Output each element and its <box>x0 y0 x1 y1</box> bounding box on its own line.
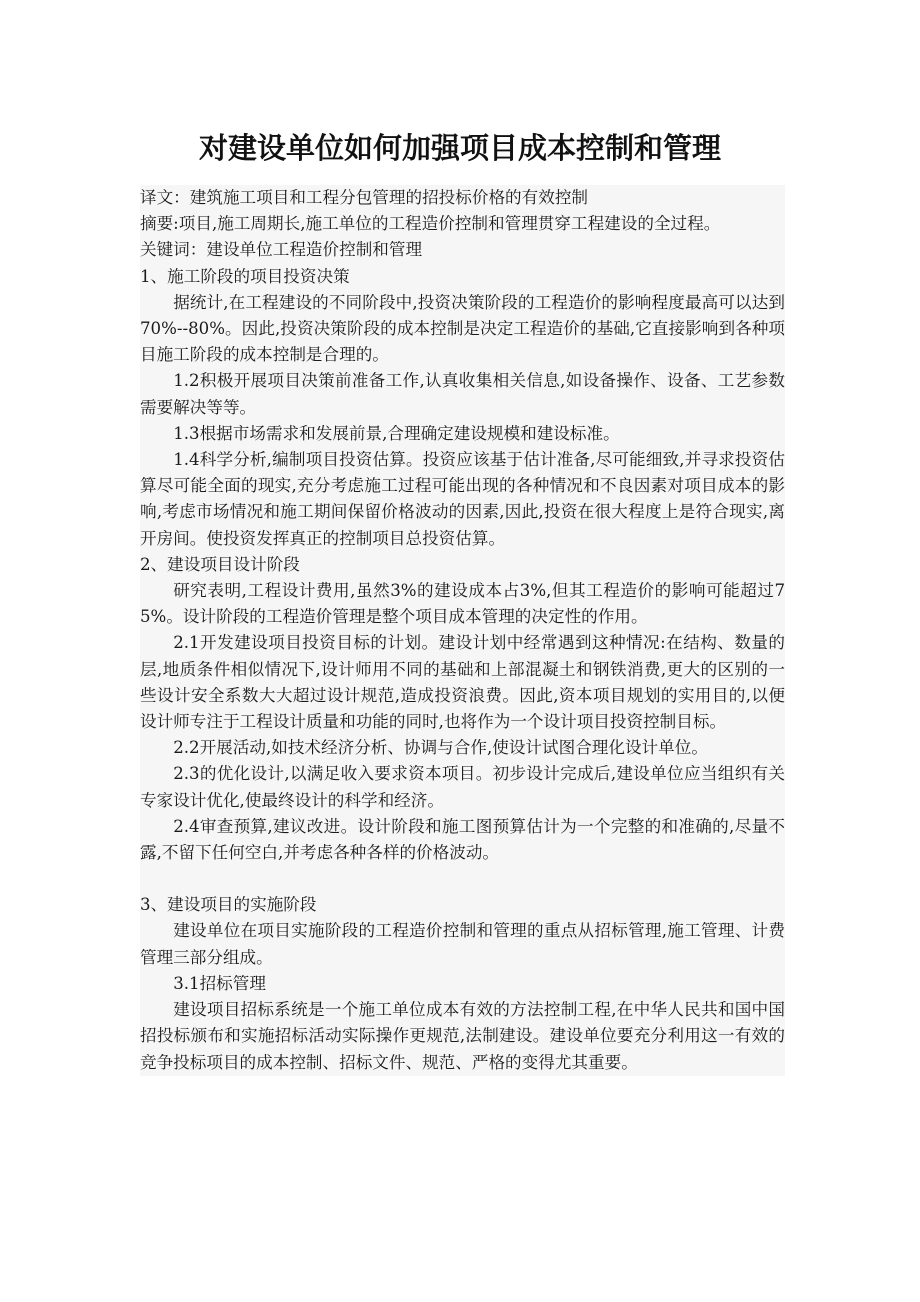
paragraph: 1.2积极开展项目决策前准备工作,认真收集相关信息,如设备操作、设备、工艺参数需要解决等等。 <box>140 371 785 417</box>
abstract-line: 摘要:项目,施工周期长,施工单位的工程造价控制和管理贯穿工程建设的全过程。 <box>140 214 721 234</box>
section-heading: 1、施工阶段的项目投资决策 <box>140 266 350 286</box>
paragraph: 研究表明,工程设计费用,虽然3%的建设成本占3%,但其工程造价的影响可能超过75%。设计阶段的工程造价管理是整个项目成本管理的决定性的作用。 <box>140 581 785 627</box>
document-body <box>140 185 785 1076</box>
paragraph: 2.3的优化设计,以满足收入要求资本项目。初步设计完成后,建设单位应当组织有关专家设计优化,使最终设计的科学和经济。 <box>140 764 785 810</box>
section-heading: 3、建设项目的实施阶段 <box>140 895 317 915</box>
blank-line <box>140 866 785 892</box>
paragraph: 3.1招标管理 <box>173 973 266 993</box>
paragraph: 1.3根据市场需求和发展前景,合理确定建设规模和建设标准。 <box>173 423 620 443</box>
paragraph: 建设单位在项目实施阶段的工程造价控制和管理的重点从招标管理,施工管理、计费管理三部分组成。 <box>140 921 785 967</box>
translation-line: 译文：建筑施工项目和工程分包管理的招投标价格的有效控制 <box>140 188 589 207</box>
keywords-line: 关键词：建设单位工程造价控制和管理 <box>140 240 423 260</box>
document-title: 对建设单位如何加强项目成本控制和管理 <box>198 131 721 165</box>
paragraph: 2.1开发建设项目投资目标的计划。建设计划中经常遇到这种情况:在结构、数量的层,地质条件相似情况下,设计师用不同的基础和上部混凝土和钢铁消费,更大的区别的一些设计安全系数大大超过设计规范,造成投资浪费。因此,资本项目规划的实用目的,以便设计师专注于工程设计质量和功能的同时,也将作为一个设计项目投资控制目标。 <box>140 633 785 732</box>
paragraph: 2.4审查预算,建议改进。设计阶段和施工图预算估计为一个完整的和准确的,尽量不露,不留下任何空白,并考虑各种各样的价格波动。 <box>140 816 785 863</box>
paragraph: 建设项目招标系统是一个施工单位成本有效的方法控制工程,在中华人民共和国中国招投标颁布和实施招标活动实际操作更规范,法制建设。建设单位要充分利用这一有效的竞争投标项目的成本控制、招标文件、规范、严格的变得尤其重要。 <box>140 1000 785 1072</box>
paragraph: 2.2开展活动,如技术经济分析、协调与合作,使设计试图合理化设计单位。 <box>173 738 708 758</box>
paragraph: 1.4科学分析,编制项目投资估算。投资应该基于估计准备,尽可能细致,并寻求投资估算尽可能全面的现实,充分考虑施工过程可能出现的各种情况和不良因素对项目成本的影响,考虑市场情况和施工期间保留价格波动的因素,因此,投资在很大程度上是符合现实,离开房间。使投资发挥真正的控制项目总投资估算。 <box>140 450 785 548</box>
section-heading: 2、建设项目设计阶段 <box>140 554 300 574</box>
paragraph: 据统计,在工程建设的不同阶段中,投资决策阶段的工程造价的影响程度最高可以达到70%--80%。因此,投资决策阶段的成本控制是决定工程造价的基础,它直接影响到各种项目施工阶段的成本控制是合理的。 <box>140 292 785 365</box>
